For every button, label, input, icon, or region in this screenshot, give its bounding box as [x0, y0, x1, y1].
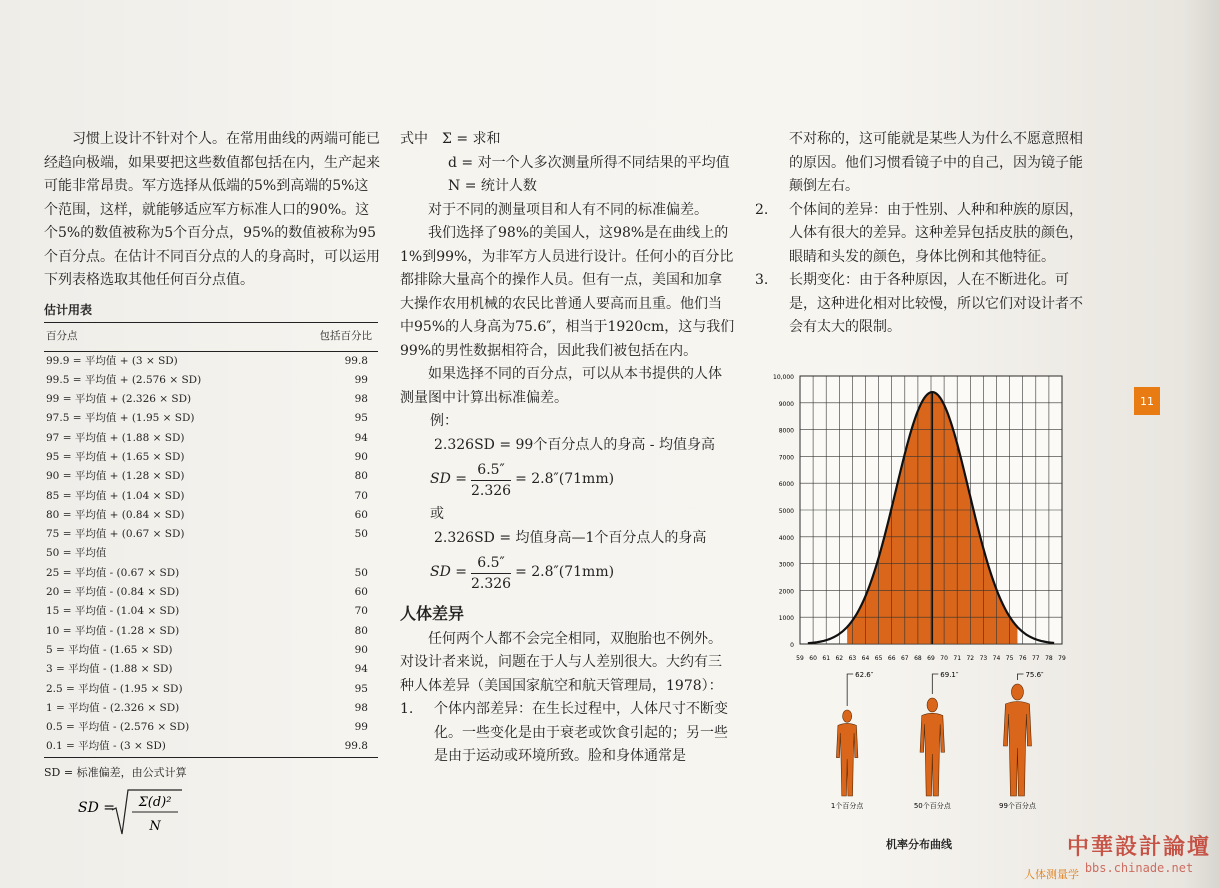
figure-body [1003, 702, 1031, 797]
table-row [44, 564, 378, 583]
table-cell-formula: 97 = 平均值 + (1.88 × SD) [46, 431, 185, 444]
sd-formula [78, 786, 238, 842]
intro-paragraph: 习惯上设计不针对个人。在常用曲线的两端可能已经趋向极端，如果要把这些数值都包括在内，生产起来可能非常昂贵。军方选择从低端的5%到高端的5%这个范围，这样，就能够适应军方标准人口的90%。这个5%的数值被称为5个百分点，95%的数值被称为95个百分点。在估计不同百分点的人的身高时，可以运用下列表格选取其他任何百分点值。 [44, 131, 380, 288]
x-tick-label: 74 [992, 655, 1001, 662]
table-cell-formula: 0.5 = 平均值 - (2.576 × SD) [46, 721, 190, 734]
table-row [44, 641, 378, 660]
table-cell-percent: 99.8 [286, 737, 378, 757]
where-d-text: d = 对一个人多次测量所得不同结果的平均值 [448, 154, 730, 171]
table-cell-formula: 15 = 平均值 - (1.04 × SD) [46, 605, 180, 618]
table-header-percentile: 百分点 [44, 323, 286, 352]
list-item-1 [400, 698, 735, 769]
y-tick-label: 5000 [778, 508, 794, 515]
where-d [400, 152, 735, 176]
table-cell-formula: 75 = 平均值 + (0.67 × SD) [46, 528, 185, 541]
column-left [44, 128, 380, 784]
fraction-1-frac [471, 460, 511, 501]
x-tick-label: 71 [953, 655, 962, 662]
table-cell-percent: 94 [354, 663, 368, 676]
table-cell-percent: 95 [354, 412, 368, 425]
figure-head [927, 698, 938, 712]
sd-note: SD = 标准偏差，由公式计算 [44, 765, 187, 779]
y-tick-label: 8000 [778, 427, 794, 435]
paragraph-percentile: 如果选择不同的百分点，可以从本书提供的人体测量图中计算出标准偏差。 [400, 366, 722, 406]
table-cell-percent: 50 [354, 566, 368, 579]
page-footer: 人体测量学 [1024, 868, 1079, 881]
table-cell-formula: 95 = 平均值 + (1.65 × SD) [46, 450, 185, 463]
paragraph-98: 我们选择了98%的美国人，这98%是在曲线上的1%到99%，为非军方人员进行设计。任何小的百分比都排除大量高个的操作人员。但有一点，美国和加拿大操作农用机械的农民比普通人要高而且重。他们当中95%的人身高为75.6″，相当于1920cm，这与我们99%的男性数据相符合，因此我们被包括在内。 [400, 225, 735, 359]
paragraph-differences: 任何两个人都不会完全相同，双胞胎也不例外。对设计者来说，问题在于人与人差别很大。大约有三种人体差异（美国国家航空和航天管理局，1978）： [400, 630, 723, 694]
table-cell-percent: 70 [354, 605, 368, 618]
fraction-2-rhs: = 2.8″(71mm) [515, 564, 615, 581]
figure-body [836, 723, 858, 796]
table-row [44, 737, 378, 757]
list-item-3-number: 3. [755, 272, 769, 288]
table-cell-percent: 99 [354, 373, 368, 386]
list-item-2-text: 个体间的差异：由于性别、人种和种族的原因，人体有很大的差异。这种差异包括皮肤的颜色，眼睛和头发的颜色，身体比例和其他特征。 [789, 201, 1083, 265]
fraction-2-den: 2.326 [471, 575, 512, 592]
x-tick-label: 79 [1058, 655, 1066, 662]
x-tick-label: 63 [848, 655, 857, 662]
y-tick-label: 6000 [778, 481, 794, 489]
estimate-table [44, 322, 378, 758]
table-cell-formula: 5 = 平均值 - (1.65 × SD) [46, 643, 173, 656]
height-leader-line [932, 674, 938, 694]
x-tick-label: 70 [940, 655, 948, 662]
table-row [44, 467, 378, 486]
table-row [44, 351, 378, 371]
table-cell-percent: 90 [354, 643, 368, 656]
fraction-1-lhs: SD = [430, 471, 467, 488]
figure-head [843, 710, 852, 722]
table-cell-percent: 60 [354, 586, 368, 599]
table-cell-percent: 94 [354, 431, 368, 444]
table-row [44, 680, 378, 699]
table-cell-formula: 1 = 平均值 - (2.326 × SD) [46, 701, 180, 714]
table-cell-formula: 50 = 平均值 [46, 547, 107, 560]
fraction-2-num: 6.5″ [471, 553, 511, 574]
table-row [44, 409, 378, 428]
table-cell-formula: 99.9 = 平均值 + (3 × SD) [46, 354, 178, 367]
table-row [44, 602, 378, 621]
table-row [44, 544, 378, 563]
table-row [44, 660, 378, 679]
x-tick-label: 62 [835, 655, 844, 662]
table-row [44, 429, 378, 448]
x-tick-label: 59 [796, 655, 804, 662]
table-cell-percent: 70 [354, 489, 368, 502]
page-number-tab: 11 [1134, 387, 1160, 415]
list-item-1-continued: 不对称的，这可能就是某些人为什么不愿意照相的原因。他们习惯看镜子中的自己，因为镜子能颠倒左右。 [789, 131, 1083, 194]
table-title: 估计用表 [44, 302, 93, 317]
height-leader-line [847, 674, 853, 706]
formula-denominator: N [149, 819, 161, 834]
table-cell-formula: 99 = 平均值 + (2.326 × SD) [46, 393, 192, 406]
figure-percentile-label: 1个百分点 [830, 802, 864, 810]
table-cell-percent: 80 [354, 624, 368, 637]
table-cell-formula: 10 = 平均值 - (1.28 × SD) [46, 624, 180, 637]
table-cell-percent: 80 [354, 470, 368, 483]
list-item-2 [755, 199, 1095, 270]
x-tick-label: 75 [1005, 655, 1014, 662]
paragraph-sd: 对于不同的测量项目和人有不同的标准偏差。 [428, 201, 708, 218]
list-item-3 [755, 269, 1095, 340]
equation-2: 2.326SD = 均值身高—1个百分点人的身高 [434, 529, 707, 546]
table-cell-formula: 80 = 平均值 + (0.84 × SD) [46, 508, 185, 521]
height-label: 62.6″ [855, 671, 874, 679]
example-label: 例： [430, 413, 458, 429]
y-tick-label: 9000 [778, 400, 794, 408]
fraction-1-rhs: = 2.8″(71mm) [515, 471, 615, 488]
table-cell-formula: 97.5 = 平均值 + (1.95 × SD) [46, 412, 195, 425]
table-cell-percent: 98 [354, 701, 368, 714]
fraction-2-lhs: SD = [430, 564, 467, 581]
y-tick-label: 10,000 [773, 374, 794, 381]
list-item-3-text: 长期变化：由于各种原因，人在不断进化。可是，这种进化相对比较慢，所以它们对设计者不会有太大的限制。 [789, 272, 1083, 335]
fraction-2-frac [471, 553, 511, 594]
list-item-1-number: 1. [400, 701, 414, 717]
table-row [44, 622, 378, 641]
table-cell-percent: 98 [354, 393, 368, 406]
watermark-logo [1064, 830, 1214, 882]
x-tick-label: 68 [914, 655, 922, 662]
table-cell-formula: 99.5 = 平均值 + (2.576 × SD) [46, 373, 202, 386]
x-tick-label: 66 [887, 655, 896, 662]
height-label: 69.1″ [940, 671, 959, 679]
table-cell-percent: 90 [354, 450, 368, 463]
column-middle [400, 128, 735, 769]
figure-body [920, 713, 945, 796]
table-cell-formula: 2.5 = 平均值 - (1.95 × SD) [46, 682, 183, 695]
table-cell-percent: 50 [354, 528, 368, 541]
figure-percentile-label: 99个百分点 [998, 802, 1036, 810]
table-cell-formula: 25 = 平均值 - (0.67 × SD) [46, 566, 180, 579]
height-leader-line [1017, 674, 1023, 680]
table-row [44, 371, 378, 390]
table-cell-formula: 0.1 = 平均值 - (3 × SD) [44, 737, 286, 757]
table-row [44, 506, 378, 525]
formula-numerator: Σ(d)² [138, 795, 172, 810]
section-heading: 人体差异 [400, 604, 465, 623]
or-label: 或 [430, 506, 444, 522]
x-tick-label: 65 [874, 655, 883, 662]
x-tick-label: 72 [966, 655, 975, 662]
table-cell-formula: 3 = 平均值 - (1.88 × SD) [46, 663, 173, 676]
formula-lhs: SD = [78, 800, 115, 816]
table-header-included: 包括百分比 [286, 323, 378, 352]
table-cell-percent: 60 [354, 508, 368, 521]
y-tick-label: 0 [790, 642, 794, 649]
where-n: N = 统计人数 [448, 178, 537, 194]
where-sum: 式中 Σ = 求和 [400, 131, 501, 147]
x-tick-label: 60 [809, 655, 817, 662]
x-tick-label: 77 [1031, 655, 1040, 662]
table-cell-percent [286, 544, 378, 563]
x-tick-label: 67 [900, 655, 909, 662]
x-tick-label: 76 [1018, 655, 1027, 662]
fraction-2 [400, 550, 735, 596]
y-tick-label: 2000 [778, 588, 794, 596]
table-row [44, 718, 378, 737]
x-tick-label: 61 [822, 655, 831, 662]
list-item-2-number: 2. [755, 201, 769, 218]
human-figures [780, 668, 1080, 828]
list-item-1-text: 个体内部差异：在生长过程中，人体尺寸不断变化。一些变化是由于衰老或饮食引起的；另一些是由于运动或环境所致。脸和身体通常是 [434, 701, 728, 764]
table-cell-formula: 20 = 平均值 - (0.84 × SD) [46, 586, 180, 599]
figure-head [1011, 684, 1023, 700]
x-tick-label: 73 [979, 655, 988, 662]
watermark-url: bbs.chinade.net [1084, 861, 1194, 875]
table-cell-formula: 90 = 平均值 + (1.28 × SD) [46, 470, 185, 483]
figure-percentile-label: 50个百分点 [913, 802, 951, 810]
equation-1: 2.326SD = 99个百分点人的身高 - 均值身高 [434, 436, 715, 453]
y-tick-label: 7000 [778, 454, 794, 462]
fraction-1-num: 6.5″ [471, 460, 511, 481]
probability-chart [764, 366, 1074, 666]
table-cell-percent: 95 [354, 682, 368, 695]
y-tick-label: 4000 [778, 534, 794, 542]
table-row [44, 525, 378, 544]
height-label: 75.6″ [1025, 671, 1044, 679]
table-cell-percent: 99 [354, 721, 368, 734]
table-row [44, 583, 378, 602]
table-cell-percent: 99.8 [344, 354, 368, 367]
table-cell-formula: 85 = 平均值 + (1.04 × SD) [46, 489, 185, 502]
x-tick-label: 64 [861, 655, 870, 662]
table-row [44, 448, 378, 467]
table-row [44, 487, 378, 506]
y-tick-label: 3000 [778, 561, 794, 569]
table-row [44, 699, 378, 718]
fraction-1-den: 2.326 [471, 482, 512, 499]
table-row [44, 390, 378, 409]
column-right [755, 128, 1095, 340]
fraction-1 [400, 457, 735, 503]
y-tick-label: 1000 [778, 615, 794, 623]
x-tick-label: 69 [927, 655, 935, 662]
x-tick-label: 78 [1045, 655, 1053, 662]
watermark-title: 中華設計論壇 [1066, 835, 1211, 860]
chart-caption: 机率分布曲线 [886, 838, 952, 851]
